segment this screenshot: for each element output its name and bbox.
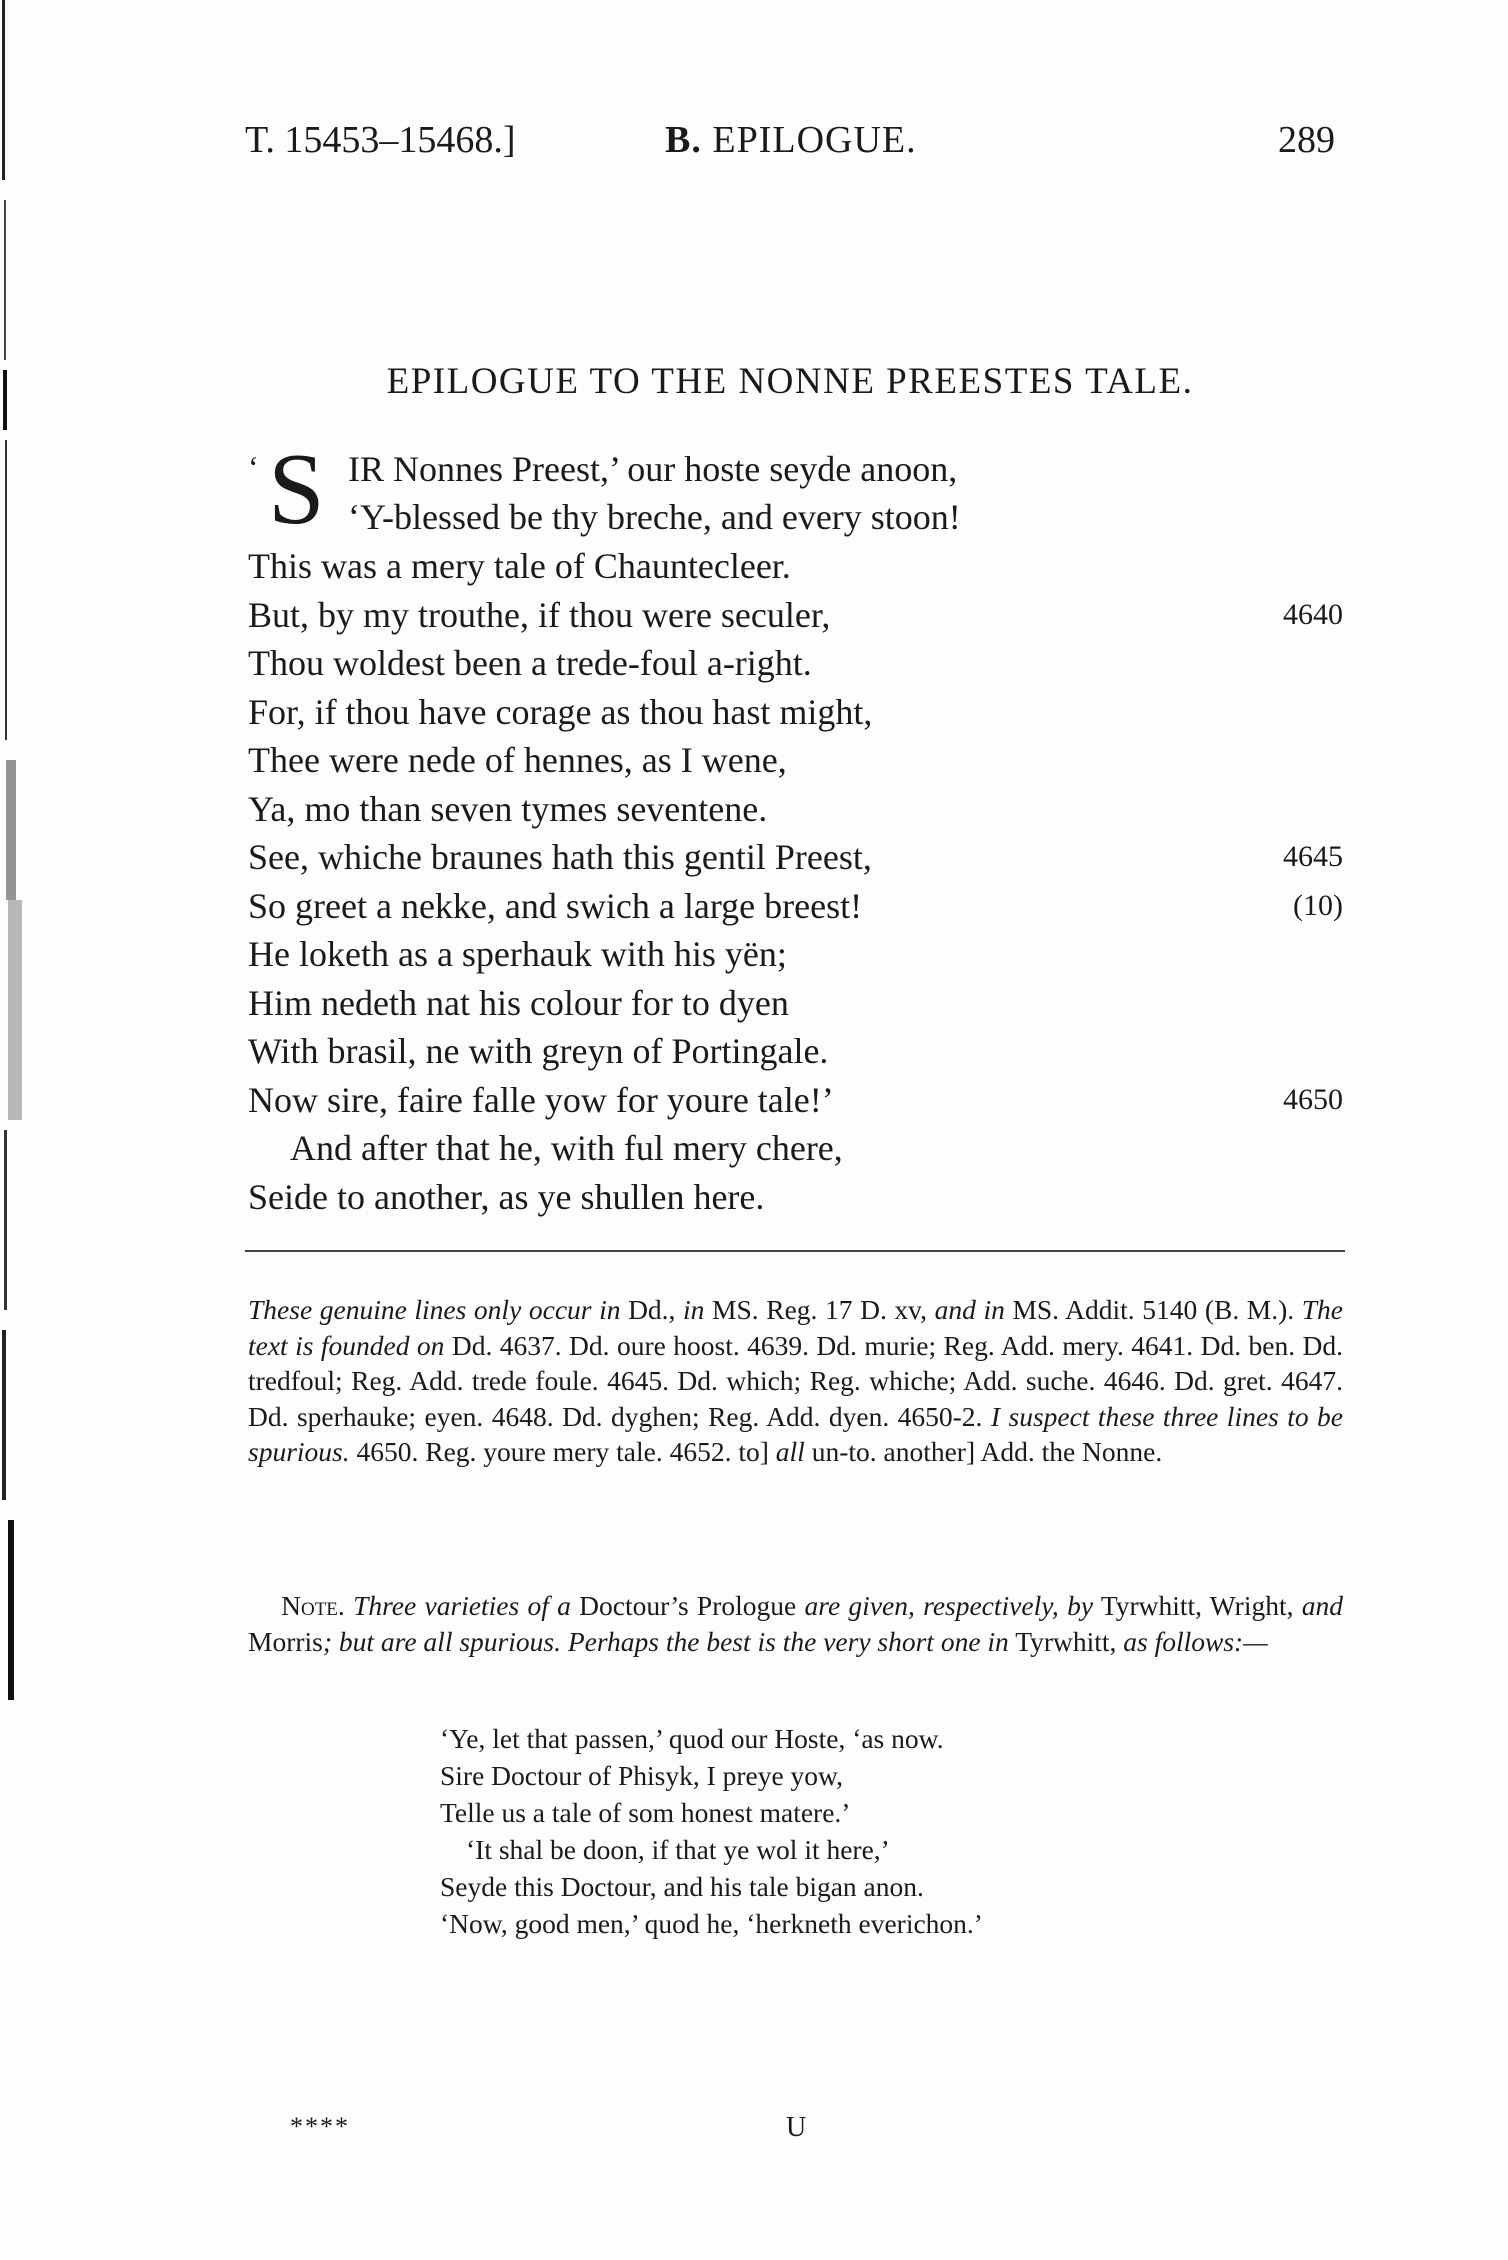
signature-mark: U xyxy=(786,2112,807,2143)
textual-notes xyxy=(248,1292,1343,1470)
editorial-note xyxy=(248,1588,1343,1660)
note-italic: and in xyxy=(934,1294,1005,1325)
footnote-rule xyxy=(245,1250,1345,1252)
verse-line: Ya, mo than seven tymes seventene. xyxy=(248,788,768,829)
note-italic: ; but are all spurious. Perhaps the best is the very short one in xyxy=(322,1626,1009,1657)
note-label: Note. xyxy=(281,1590,345,1621)
printer-mark: **** xyxy=(290,2112,350,2141)
section-title xyxy=(665,118,917,162)
verse-line: With brasil, ne with greyn of Portingale. xyxy=(248,1031,829,1071)
verse-line: But, by my trouthe, if thou were seculer, xyxy=(248,594,831,635)
line-number: 4640 xyxy=(1283,597,1343,631)
verse-line-row xyxy=(248,1076,1343,1125)
note-italic: Three varieties of a xyxy=(353,1590,571,1621)
verse-block xyxy=(248,433,1343,1221)
verse-line-row xyxy=(248,833,1343,882)
note-italic: These genuine lines only occur in xyxy=(248,1294,621,1325)
quoted-prologue xyxy=(440,1720,1200,1942)
note-italic: The text is founded on xyxy=(248,1294,1344,1361)
verse-line: Seide to another, as ye shullen here. xyxy=(248,1176,765,1217)
note-text: 4650. Reg. youre mery tale. 4652. to] xyxy=(356,1436,769,1467)
verse-line: So greet a nekke, and swich a large breest! xyxy=(248,885,863,926)
line-range: T. 15453–15468.] xyxy=(245,119,516,161)
quoted-line: ‘Ye, let that passen,’ quod our Hoste, ‘as now. xyxy=(440,1723,944,1754)
note-italic: and xyxy=(1301,1590,1344,1621)
verse-line-row xyxy=(248,1173,1343,1222)
note-text: Doctour’s Prologue xyxy=(579,1590,797,1621)
quoted-line: ‘Now, good men,’ quod he, ‘herkneth everichon.’ xyxy=(440,1908,983,1939)
verse-line: IR Nonnes Preest,’ our hoste seyde anoon, xyxy=(348,449,958,489)
note-italic: as follows:— xyxy=(1123,1626,1268,1657)
page-number: 289 xyxy=(1278,119,1335,161)
verse-line-row xyxy=(248,736,1343,785)
opening-quote: ‘ xyxy=(248,449,259,485)
verse-line: Thou woldest been a trede-foul a-right. xyxy=(248,643,812,683)
note-text: Dd., xyxy=(628,1294,676,1325)
verse-line-row xyxy=(248,591,1343,640)
verse-line: See, whiche braunes hath this gentil Preest, xyxy=(248,837,872,877)
verse-line-row xyxy=(248,639,1343,688)
note-italic: are given, respectively, by xyxy=(804,1590,1094,1621)
verse-line: And after that he, with ful mery chere, xyxy=(290,1128,843,1168)
verse-line: He loketh as a sperhauk with his yën; xyxy=(248,934,787,974)
verse-line-row xyxy=(248,688,1343,737)
note-text: Tyrwhitt, Wright, xyxy=(1100,1590,1294,1621)
verse-line-row xyxy=(248,542,1343,591)
verse-line: This was a mery tale of Chauntecleer. xyxy=(248,546,791,586)
verse-line: Thee were nede of hennes, as I wene, xyxy=(248,740,787,780)
verse-line-row xyxy=(248,979,1343,1028)
section-letter: B. xyxy=(665,119,702,161)
verse-line-row xyxy=(248,785,1343,834)
scan-edge-shadow xyxy=(0,0,28,1700)
note-text: Morris xyxy=(248,1626,323,1657)
note-text: Dd. 4637. Dd. oure hoost. 4639. Dd. murie; Reg. Add. mery. 4641. Dd. ben. Dd. tredfoul; Reg. Add. trede foule. 4645. Dd. which; Reg. whiche; Add. suche. 4646. Dd. gret. 4647. Dd. sperhauke; eyen. 4648. Dd. dyghen; Reg. Add. dyen. 4650-2. xyxy=(248,1329,1344,1432)
line-number: (10) xyxy=(1293,888,1343,922)
quoted-line: Sire Doctour of Phisyk, I preye yow, xyxy=(440,1760,844,1791)
verse-line-row xyxy=(248,1124,1343,1173)
chapter-title: EPILOGUE TO THE NONNE PREESTES TALE. xyxy=(386,361,1194,402)
verse-line: For, if thou have corage as thou hast might, xyxy=(248,691,873,732)
verse-line-row xyxy=(248,930,1343,979)
line-number: 4650 xyxy=(1283,1082,1343,1116)
verse-opening xyxy=(248,433,1343,546)
note-text: Tyrwhitt, xyxy=(1015,1626,1117,1657)
note-text: MS. Addit. 5140 (B. M.). xyxy=(1012,1294,1295,1325)
note-italic: I suspect these three lines to be spurious. xyxy=(248,1400,1343,1467)
drop-cap: S xyxy=(268,433,325,546)
verse-line: Him nedeth nat his colour for to dyen xyxy=(248,982,789,1023)
verse-line: ‘Y-blessed be thy breche, and every stoon! xyxy=(348,497,961,537)
quoted-line: ‘It shal be doon, if that ye wol it here,’ xyxy=(466,1834,890,1865)
line-number: 4645 xyxy=(1283,840,1343,873)
note-text: MS. Reg. 17 D. xv, xyxy=(712,1294,928,1325)
note-italic: all xyxy=(775,1436,805,1467)
section-name: EPILOGUE. xyxy=(712,119,917,161)
verse-line-row xyxy=(248,1027,1343,1076)
note-text: un-to. another] Add. the Nonne. xyxy=(811,1436,1163,1467)
verse-line-row xyxy=(248,882,1343,931)
quoted-line: Telle us a tale of som honest matere.’ xyxy=(440,1797,851,1828)
quoted-line: Seyde this Doctour, and his tale bigan anon. xyxy=(440,1871,924,1902)
verse-line: Now sire, faire falle yow for youre tale!’ xyxy=(248,1079,834,1120)
note-italic: in xyxy=(683,1294,705,1325)
running-head xyxy=(245,118,1335,168)
